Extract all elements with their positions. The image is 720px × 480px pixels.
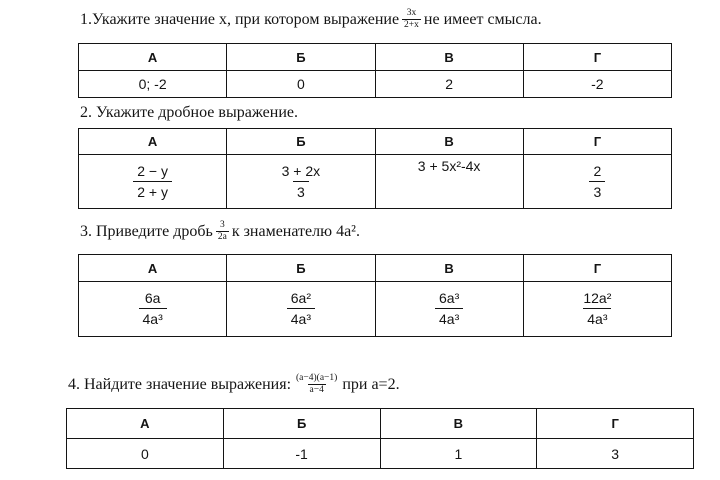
fraction xyxy=(287,290,315,328)
header-b: Б xyxy=(223,409,380,439)
fraction-numerator: 3x xyxy=(406,8,417,18)
header-v: В xyxy=(380,409,537,439)
fraction-denominator: 2a xyxy=(217,232,227,242)
question-3-text-after: к знаменателю 4a². xyxy=(231,222,360,240)
fraction-numerator: 2 xyxy=(593,162,602,179)
fraction xyxy=(139,290,167,328)
question-1-answer-table xyxy=(78,43,672,98)
question-3 xyxy=(80,220,360,243)
header-v: В xyxy=(375,129,523,155)
question-1-text-before: 1.Укажите значение х, при котором выражение xyxy=(80,10,400,28)
fraction-denominator: 3 xyxy=(293,181,309,201)
answer-b: -1 xyxy=(223,439,380,469)
fraction xyxy=(579,290,615,328)
fraction xyxy=(133,163,172,201)
header-v: В xyxy=(375,255,523,282)
question-1 xyxy=(80,8,542,31)
answer-g: -2 xyxy=(523,71,671,98)
answer-a xyxy=(79,155,227,209)
answer-a: 0; -2 xyxy=(79,71,227,98)
question-4-text-before: 4. Найдите значение выражения: xyxy=(68,375,292,393)
answer-v: 1 xyxy=(380,439,537,469)
fraction-numerator: 6a xyxy=(144,290,161,306)
answer-a xyxy=(79,282,227,337)
fraction-denominator: a−4 xyxy=(309,385,324,395)
question-1-text-after: не имеет смысла. xyxy=(423,10,542,28)
header-b: Б xyxy=(227,44,375,71)
question-2-text: 2. Укажите дробное выражение. xyxy=(80,104,298,121)
header-g: Г xyxy=(523,129,671,155)
question-4-answer-table xyxy=(66,408,694,469)
header-g: Г xyxy=(523,255,671,282)
header-a: А xyxy=(79,44,227,71)
question-1-fraction xyxy=(402,8,421,31)
header-g: Г xyxy=(523,44,671,71)
fraction-numerator: 12a² xyxy=(583,290,612,306)
question-4 xyxy=(68,373,400,396)
header-b: Б xyxy=(227,255,375,282)
fraction-denominator: 4a³ xyxy=(287,308,315,328)
question-2 xyxy=(80,103,298,123)
fraction-denominator: 4a³ xyxy=(435,308,463,328)
fraction-numerator: 6a² xyxy=(290,290,311,306)
fraction xyxy=(278,163,325,201)
fraction-numerator: (a−4)(a−1) xyxy=(296,373,338,383)
answer-g: 3 xyxy=(537,439,694,469)
question-4-text-after: при а=2. xyxy=(342,375,400,393)
header-a: А xyxy=(79,255,227,282)
fraction-numerator: 3 + 2x xyxy=(281,162,321,179)
fraction-denominator: 4a³ xyxy=(583,308,611,328)
fraction-numerator: 6a³ xyxy=(439,290,460,306)
header-b: Б xyxy=(227,129,375,155)
question-3-fraction xyxy=(216,220,229,243)
question-3-text-before: 3. Приведите дробь xyxy=(80,222,213,240)
answer-a: 0 xyxy=(67,439,224,469)
question-4-fraction xyxy=(294,373,339,396)
fraction xyxy=(589,163,605,201)
fraction-denominator: 3 xyxy=(589,181,605,201)
header-g: Г xyxy=(537,409,694,439)
header-a: А xyxy=(79,129,227,155)
answer-b xyxy=(227,282,375,337)
header-a: А xyxy=(67,409,224,439)
question-3-answer-table xyxy=(78,254,672,337)
answer-g xyxy=(523,282,671,337)
question-2-answer-table xyxy=(78,128,672,209)
answer-v: 2 xyxy=(375,71,523,98)
answer-b xyxy=(227,155,375,209)
answer-g xyxy=(523,155,671,209)
answer-v: 3 + 5x²-4x xyxy=(375,155,523,209)
fraction-numerator: 3 xyxy=(219,220,225,230)
answer-b: 0 xyxy=(227,71,375,98)
fraction-denominator: 2+x xyxy=(404,20,419,30)
answer-v xyxy=(375,282,523,337)
fraction xyxy=(435,290,463,328)
header-v: В xyxy=(375,44,523,71)
fraction-denominator: 2 + y xyxy=(133,181,172,201)
fraction-numerator: 2 − y xyxy=(137,162,168,179)
fraction-denominator: 4a³ xyxy=(139,308,167,328)
